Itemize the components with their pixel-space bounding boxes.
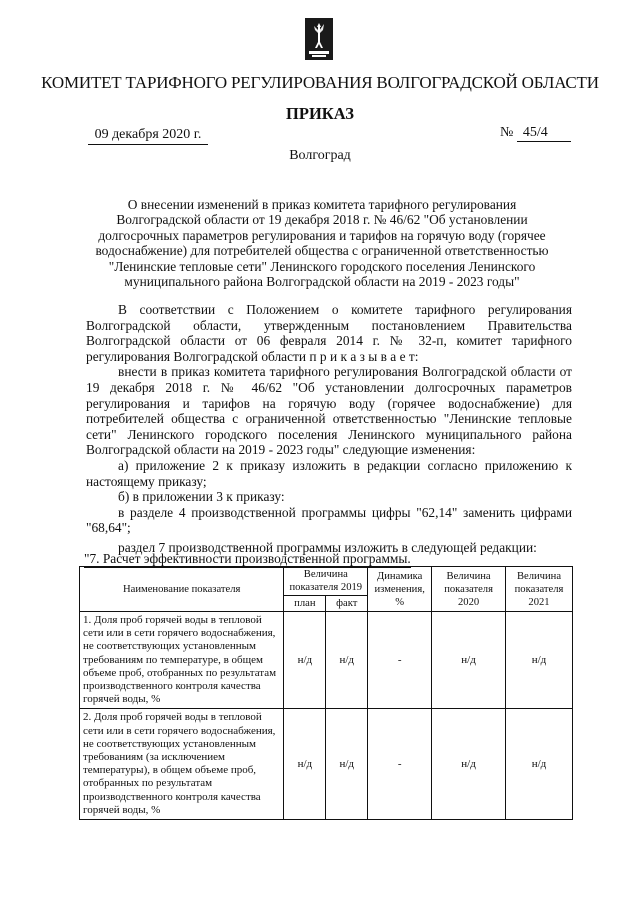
row-dynamics: - — [368, 612, 432, 709]
header-value-2019: Величина показателя 2019 — [284, 567, 368, 596]
document-body — [86, 302, 572, 556]
header-plan: план — [284, 596, 326, 612]
header-value-2021: Величина показателя 2021 — [506, 567, 573, 612]
document-subject: О внесении изменений в приказ комитета тарифного регулирования Волгоградской области от 19 декабря 2018 г. № 46/62 "Об установлении долгосрочных параметров регулирования и тарифов на горячую воду (горячее водоснабжение) для потребителей общества с ограниченной ответственностью "Ленинские тепловые сети" Ленинского городского поселения Ленинского муниципального района Волгоградской области на 2019 - 2023 годы" — [95, 197, 549, 290]
volgograd-emblem-icon — [305, 18, 333, 60]
section-title: "7. Расчет эффективности производственной программы. — [84, 551, 411, 566]
row-value-2021: н/д — [506, 709, 573, 820]
body-paragraph-b: б) в приложении 3 к приказу: — [118, 489, 285, 505]
row-plan: н/д — [284, 612, 326, 709]
row-value-2020: н/д — [432, 709, 506, 820]
body-paragraph-order: внести в приказ комитета тарифного регулирования Волгоградской области от 19 декабря 2018 г. № 46/62 "Об установлении долгосрочных параметров регулирования и тарифов на горячую воду (горячее водоснабжение) для потребителей общества с ограниченной ответственностью "Ленинские тепловые сети" Ленинского городского поселения Ленинского муниципального района Волгоградской области на 2019 - 2023 годы" следующие изменения: — [86, 364, 572, 458]
organization-title: КОМИТЕТ ТАРИФНОГО РЕГУЛИРОВАНИЯ ВОЛГОГРАДСКОЙ ОБЛАСТИ — [41, 73, 599, 92]
header-name: Наименование показателя — [80, 567, 284, 612]
header-fact: факт — [326, 596, 368, 612]
header-value-2020: Величина показателя 2020 — [432, 567, 506, 612]
table-row — [80, 709, 573, 820]
row-name: 2. Доля проб горячей воды в тепловой сети или в сети горячего водоснабжения, не соответствующих установленным требованиям (за исключением температуры), в общем объеме проб, отобранных по результатам производственного контроля качества горячей воды, % — [80, 709, 284, 820]
number-value: 45/4 — [517, 125, 571, 142]
row-fact: н/д — [326, 709, 368, 820]
row-dynamics: - — [368, 709, 432, 820]
table-row — [80, 612, 573, 709]
row-plan: н/д — [284, 709, 326, 820]
document-city: Волгоград — [289, 148, 351, 163]
row-value-2020: н/д — [432, 612, 506, 709]
header-dynamics: Динамика изменения, % — [368, 567, 432, 612]
body-paragraph-section7: раздел 7 производственной программы изложить в следующей редакции: — [118, 539, 537, 555]
body-paragraph-basis: В соответствии с Положением о комитете тарифного регулирования Волгоградской области, утвержденным постановлением Правительства Волгоградской области от 06 февраля 2014 г. № 32-п, комитет тарифного регулирования Волгоградской области п р и к а з ы в а е т: — [86, 302, 572, 364]
document-type: ПРИКАЗ — [286, 104, 354, 123]
row-fact: н/д — [326, 612, 368, 709]
body-paragraph-section4: в разделе 4 производственной программы цифры "62,14" заменить цифрами "68,64"; — [86, 504, 572, 536]
number-prefix: № — [500, 125, 514, 140]
efficiency-table — [79, 566, 573, 820]
row-name: 1. Доля проб горячей воды в тепловой сети или в сети горячего водоснабжения, не соответствующих установленным требованиям по температуре, в общем объеме проб, отобранных по результатам производственного контроля качества горячей воды, % — [80, 612, 284, 709]
document-number — [500, 125, 571, 142]
body-paragraph-a: а) приложение 2 к приказу изложить в редакции согласно приложению к настоящему приказу; — [86, 457, 572, 489]
document-date: 09 декабря 2020 г. — [88, 127, 208, 145]
row-value-2021: н/д — [506, 612, 573, 709]
table-header-row — [80, 567, 573, 596]
